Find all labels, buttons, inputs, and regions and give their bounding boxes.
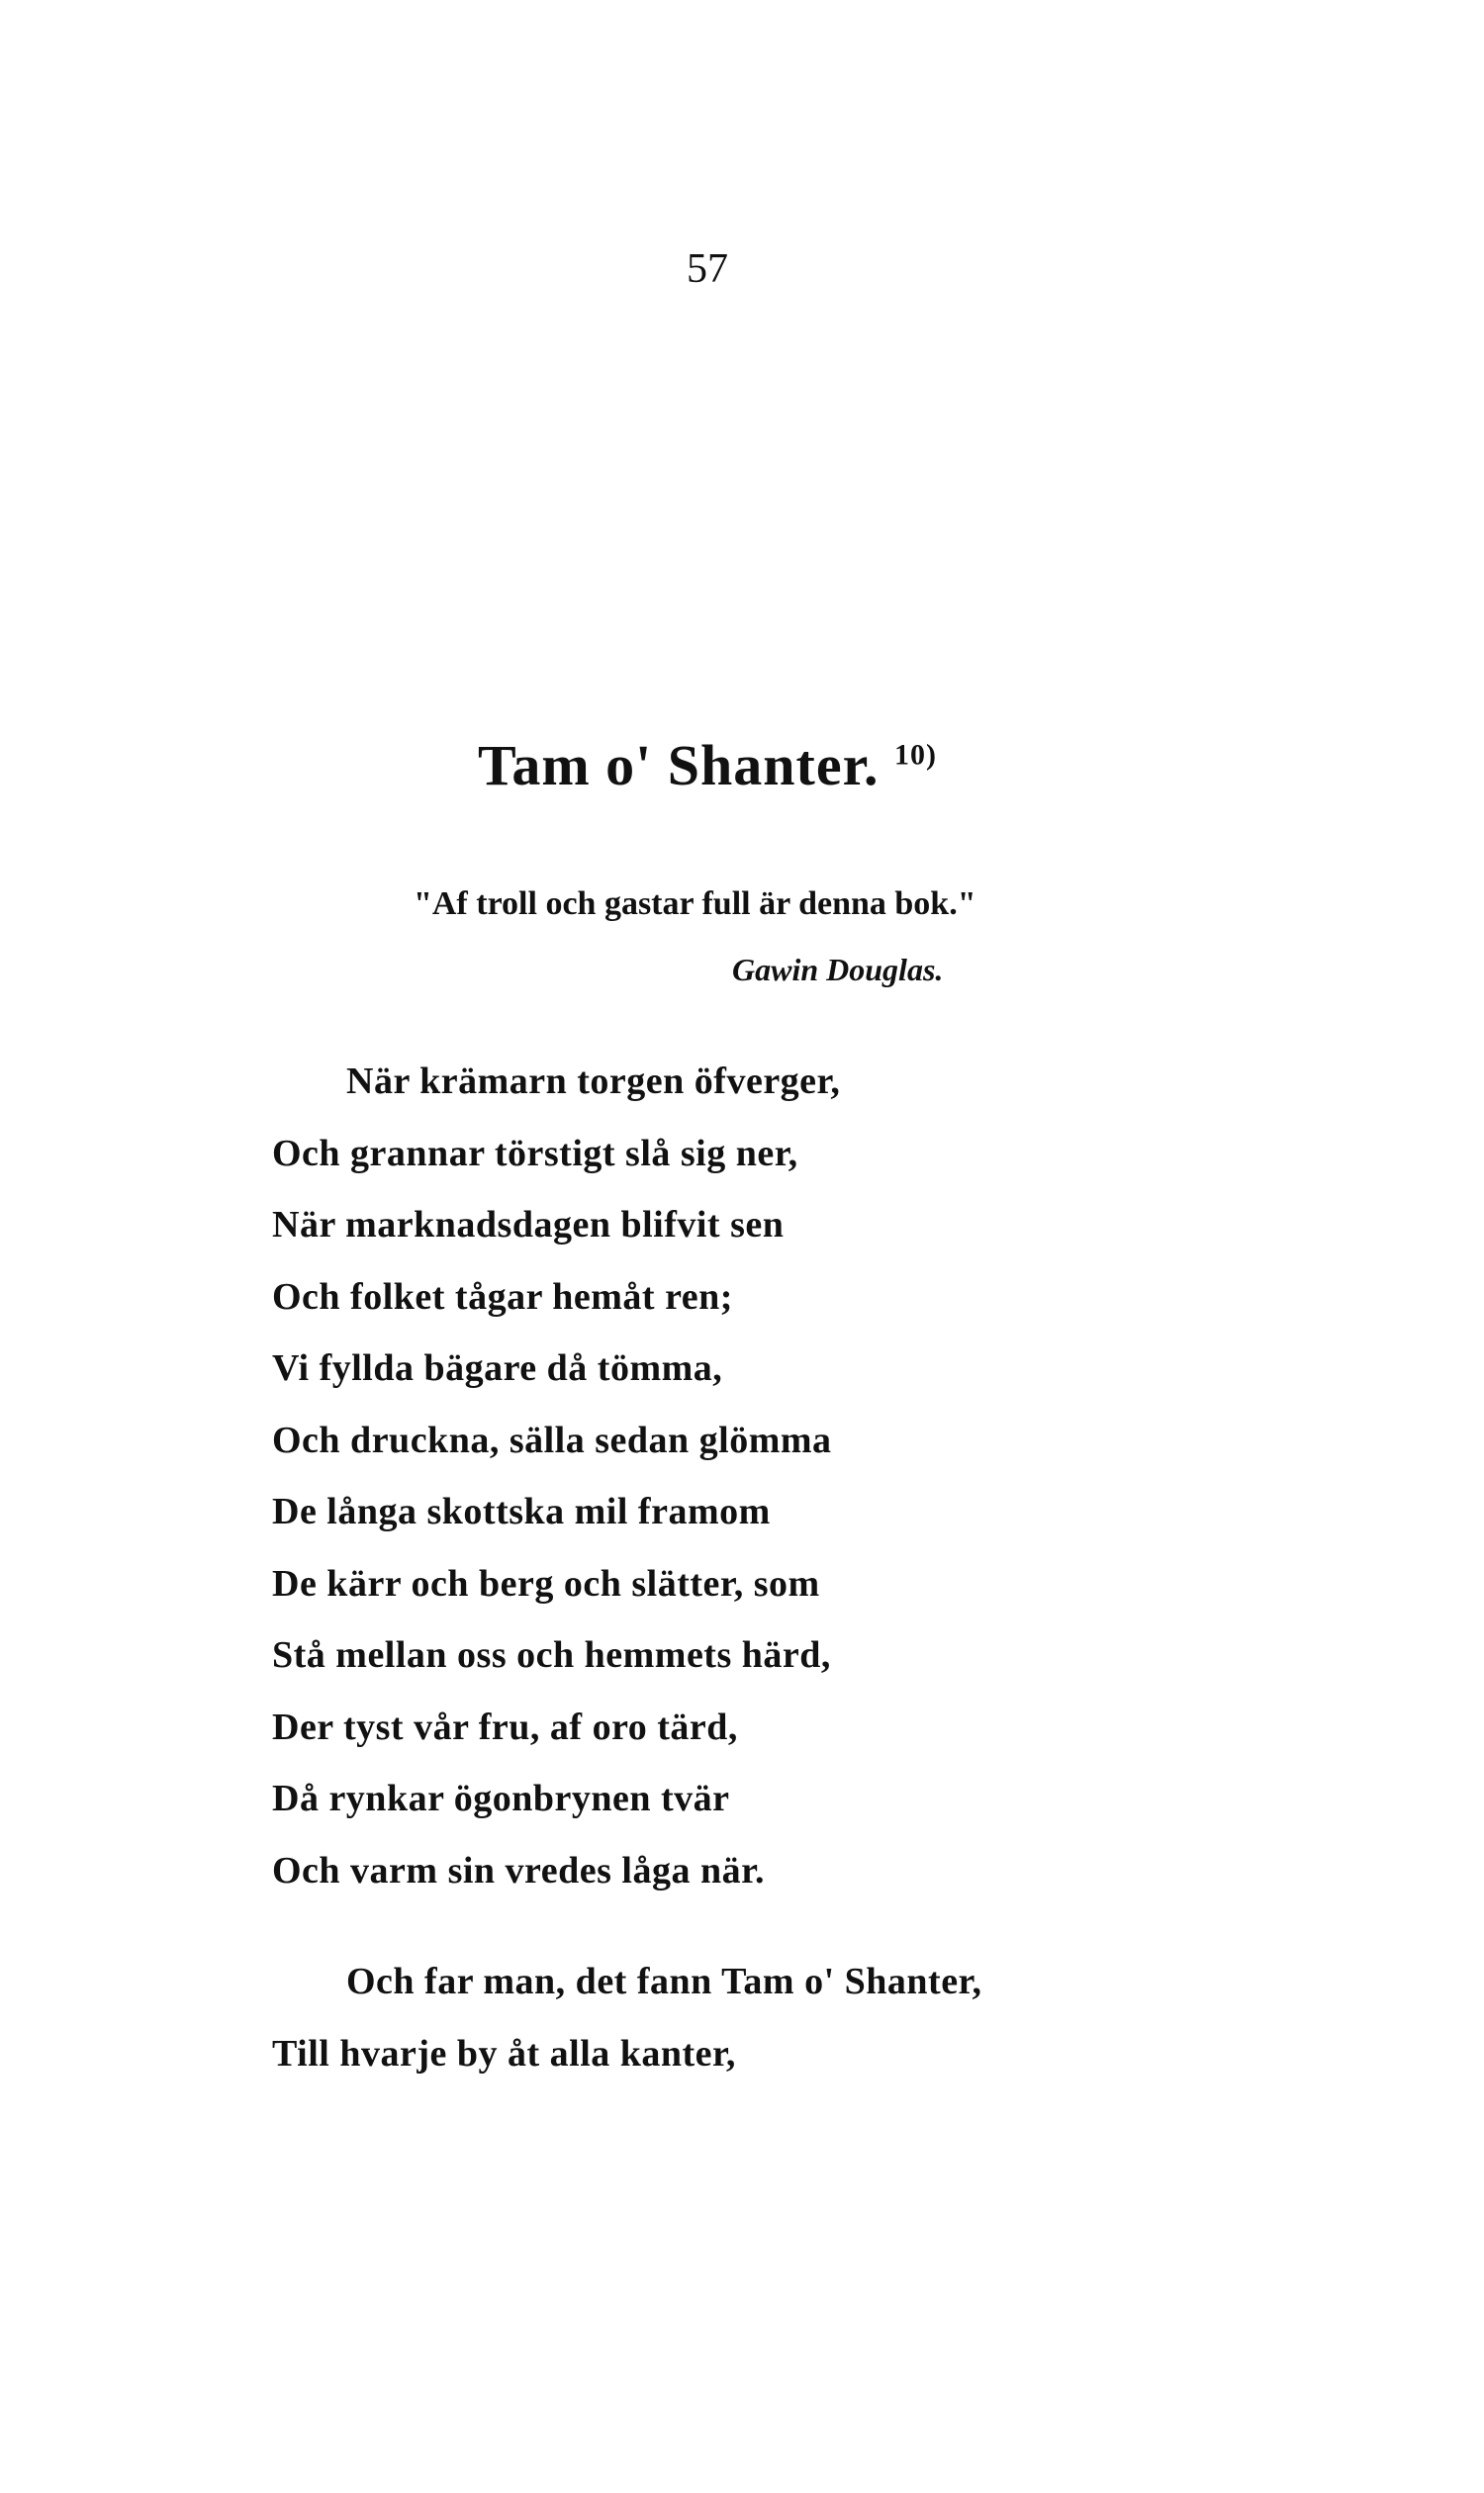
- stanza-2: [272, 1946, 981, 2089]
- verse-line: Då rynkar ögonbrynen tvär: [272, 1778, 730, 1819]
- verse-line: Och grannar törstigt slå sig ner,: [272, 1132, 798, 1174]
- stanza-1: [272, 1046, 840, 1906]
- footnote-marker: 10): [894, 738, 938, 772]
- verse-line: När krämarn torgen öfverger,: [346, 1061, 841, 1102]
- verse-line: Och far man, det fann Tam o' Shanter,: [346, 1961, 982, 2002]
- poem-title-text: Tam o' Shanter.: [477, 733, 880, 797]
- epigraph: "Af troll och gastar full är denna bok.": [414, 885, 976, 922]
- verse-line: Stå mellan oss och hemmets härd,: [272, 1634, 831, 1676]
- poem-title: [0, 732, 1415, 798]
- verse-line: Och druckna, sälla sedan glömma: [272, 1419, 832, 1461]
- verse-line: Och folket tågar hemåt ren;: [272, 1275, 733, 1318]
- verse-line: De kärr och berg och slätter, som: [272, 1562, 820, 1605]
- epigraph-attribution: Gawin Douglas.: [732, 952, 944, 987]
- verse-line: Och varm sin vredes låga när.: [272, 1849, 765, 1892]
- verse-line: Vi fyllda bägare då tömma,: [272, 1347, 723, 1389]
- page-number: 57: [687, 246, 728, 292]
- verse-line: När marknadsdagen blifvit sen: [272, 1204, 785, 1246]
- verse-line: Till hvarje by åt alla kanter,: [272, 2032, 736, 2075]
- verse-line: Der tyst vår fru, af oro tärd,: [272, 1706, 738, 1748]
- verse-line: De långa skottska mil framom: [272, 1491, 771, 1532]
